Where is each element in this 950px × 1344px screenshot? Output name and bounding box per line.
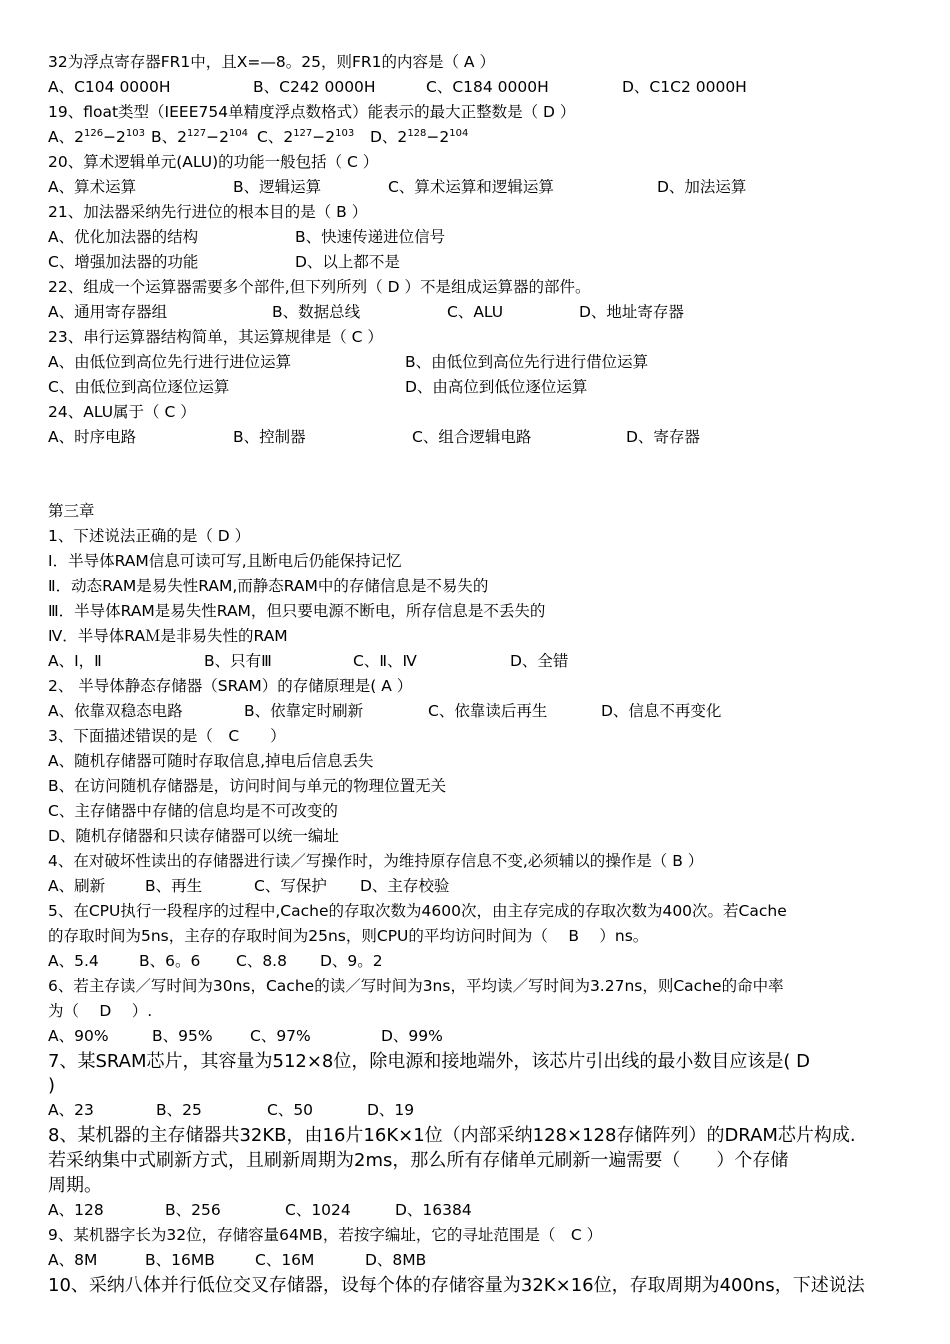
statement-4: Ⅳ．半导体RAＭ是非易失性的RAM <box>48 627 288 645</box>
ch3-question-7-stem-line2: ) <box>48 1075 56 1096</box>
ch3-question-7-stem-line1: 7、某SRAM芯片，其容量为512×8位，除电源和接地端外，该芯片引出线的最小数目应该是( D <box>48 1051 810 1072</box>
question-24-options <box>48 425 912 450</box>
option-c: C、写保护 <box>254 877 327 895</box>
question-21-stem: 21、加法器采纳先行进位的根本目的是（ B ） <box>48 203 368 221</box>
ch3-question-6-options <box>48 1024 912 1049</box>
option-b: B、由低位到高位先行进行借位运算 <box>405 353 649 371</box>
option-a: A、刷新 <box>48 877 106 895</box>
option-a: A、算术运算 <box>48 178 137 196</box>
question-21-options-row1 <box>48 225 912 250</box>
option-a: A、由低位到高位先行进行进位运算 <box>48 353 292 371</box>
option-b: B、$2^{127}-2^{104}$ <box>151 128 249 146</box>
option-c: C、50 <box>267 1101 314 1119</box>
option-c: C、增强加法器的功能 <box>48 253 199 271</box>
option-c: C、C184 0000H <box>426 78 549 96</box>
ch3-question-5-options <box>48 949 912 974</box>
ch3-question-9-options <box>48 1248 912 1273</box>
option-c: C、16M <box>255 1251 315 1269</box>
option-d: D、99% <box>381 1027 443 1045</box>
question-22-options <box>48 300 912 325</box>
statement-2: Ⅱ．动态RAM是易失性RAM,而静态RAM中的存储信息是不易失的 <box>48 577 489 595</box>
ch3-question-8-stem-line2: 若采纳集中式刷新方式，且刷新周期为2ms，那么所有存储单元刷新一遍需要（ ）个存储 <box>48 1150 789 1171</box>
ch3-question-1-options <box>48 649 912 674</box>
option-a: A、23 <box>48 1101 94 1119</box>
option-d: D、C1C2 0000H <box>622 78 747 96</box>
ch3-question-5-stem-line2: 的存取时间为5ns，主存的存取时间为25ns，则CPU的平均访问时间为（ B ）ns。 <box>48 927 649 945</box>
option-a: A、90% <box>48 1027 109 1045</box>
option-d: D、由高位到低位逐位运算 <box>405 378 588 396</box>
question-24-stem: 24、ALU属于（ C ） <box>48 403 196 421</box>
option-c: C、主存储器中存储的信息均是不可改变的 <box>48 802 338 820</box>
option-b: B、6。6 <box>139 952 201 970</box>
statement-3: Ⅲ．半导体RAM是易失性RAM，但只要电源不断电，所存信息是不丢失的 <box>48 602 546 620</box>
option-c: C、8.8 <box>236 952 287 970</box>
option-d: D、主存校验 <box>360 877 450 895</box>
option-d: D、以上都不是 <box>295 253 400 271</box>
option-d: D、19 <box>367 1101 415 1119</box>
option-b: B、C242 0000H <box>253 78 376 96</box>
option-d: D、$2^{128}-2^{104}$ <box>370 128 469 146</box>
option-c: C、组合逻辑电路 <box>412 428 532 446</box>
ch3-question-7-options <box>48 1098 912 1123</box>
option-c: C、依靠读后再生 <box>428 702 548 720</box>
question-22-stem: 22、组成一个运算器需要多个部件,但下列所列（ D ）不是组成运算器的部件。 <box>48 278 591 296</box>
option-b: B、256 <box>165 1201 221 1219</box>
option-a: A、Ⅰ，Ⅱ <box>48 652 102 670</box>
ch3-question-6-stem-line2: 为（ D ）. <box>48 1002 153 1020</box>
option-b: B、在访问随机存储器是，访问时间与单元的物理位置无关 <box>48 777 447 795</box>
question-21-options-row2 <box>48 250 912 275</box>
question-19-options <box>48 125 912 150</box>
question-20-options <box>48 175 912 200</box>
option-b: B、只有Ⅲ <box>204 652 272 670</box>
option-b: B、控制器 <box>233 428 306 446</box>
option-a: A、C104 0000H <box>48 78 171 96</box>
ch3-question-8-stem-line3: 周期。 <box>48 1175 102 1196</box>
ch3-question-2-stem: 2、 半导体静态存储器（SRAM）的存储原理是( A ） <box>48 677 413 695</box>
ch3-question-3-stem: 3、下面描述错误的是（ C ） <box>48 727 286 745</box>
option-a: A、5.4 <box>48 952 99 970</box>
option-d: D、全错 <box>510 652 569 670</box>
option-d: D、寄存器 <box>626 428 700 446</box>
option-d: D、8MB <box>365 1251 427 1269</box>
option-d: D、9。2 <box>320 952 383 970</box>
option-a: A、依靠双稳态电路 <box>48 702 183 720</box>
ch3-question-1-stem: 1、下述说法正确的是（ D ） <box>48 527 251 545</box>
ch3-question-10-stem-line1: 10、采纳八体并行低位交叉存储器，设每个体的存储容量为32K×16位，存取周期为400ns，下述说法 <box>48 1275 865 1296</box>
option-d: D、地址寄存器 <box>579 303 684 321</box>
ch3-question-4-options <box>48 874 912 899</box>
statement-1: Ⅰ．半导体RAM信息可读可写,且断电后仍能保持记忆 <box>48 552 402 570</box>
option-b: B、数据总线 <box>272 303 361 321</box>
option-c: C、算术运算和逻辑运算 <box>388 178 554 196</box>
option-c: C、1024 <box>285 1201 351 1219</box>
question-20-stem: 20、算术逻辑单元(ALU)的功能一般包括（ C ） <box>48 153 379 171</box>
option-a: A、时序电路 <box>48 428 137 446</box>
question-23-stem: 23、串行运算器结构简单，其运算规律是（ C ） <box>48 328 383 346</box>
question-32-options <box>48 75 912 100</box>
question-32-stem: 32为浮点寄存器FR1中，且X=—8。25，则FR1的内容是（ A ） <box>48 53 495 71</box>
option-b: B、逻辑运算 <box>233 178 322 196</box>
option-b: B、依靠定时刷新 <box>244 702 364 720</box>
option-a: A、128 <box>48 1201 104 1219</box>
option-d: D、16384 <box>395 1201 472 1219</box>
question-19-stem: 19、float类型（IEEE754单精度浮点数格式）能表示的最大正整数是（ D ） <box>48 103 576 121</box>
option-a: A、优化加法器的结构 <box>48 228 199 246</box>
ch3-question-6-stem-line1: 6、若主存读／写时间为30ns，Cache的读／写时间为3ns，平均读／写时间为3.27ns，则Cache的命中率 <box>48 977 784 995</box>
option-c: C、Ⅱ、Ⅳ <box>353 652 417 670</box>
ch3-question-5-stem-line1: 5、在CPU执行一段程序的过程中,Cache的存取次数为4600次，由主存完成的存取次数为400次。若Cache <box>48 902 787 920</box>
option-a: A、$2^{126}-2^{103}$ <box>48 128 146 146</box>
option-c: C、由低位到高位逐位运算 <box>48 378 230 396</box>
option-b: B、95% <box>152 1027 213 1045</box>
ch3-question-4-stem: 4、在对破坏性读出的存储器进行读／写操作时，为维持原存信息不变,必须辅以的操作是（ B ） <box>48 852 704 870</box>
ch3-question-8-stem-line1: 8、某机器的主存储器共32KB，由16片16K×1位（内部采纳128×128存储阵列）的DRAM芯片构成. <box>48 1125 856 1146</box>
ch3-question-9-stem: 9、某机器字长为32位，存储容量64MB，若按字编址，它的寻址范围是（ C ） <box>48 1226 603 1244</box>
ch3-question-8-options <box>48 1198 912 1223</box>
chapter-heading: 第三章 <box>48 502 95 520</box>
option-a: A、随机存储器可随时存取信息,掉电后信息丢失 <box>48 752 374 770</box>
option-d: D、加法运算 <box>657 178 747 196</box>
option-d: D、信息不再变化 <box>601 702 722 720</box>
option-b: B、25 <box>156 1101 202 1119</box>
option-c: C、97% <box>250 1027 311 1045</box>
option-d: D、随机存储器和只读存储器可以统一编址 <box>48 827 339 845</box>
option-c: C、$2^{127}-2^{103}$ <box>257 128 355 146</box>
question-23-options-row1 <box>48 350 912 375</box>
ch3-question-2-options <box>48 699 912 724</box>
option-a: A、8M <box>48 1251 98 1269</box>
option-a: A、通用寄存器组 <box>48 303 168 321</box>
option-c: C、ALU <box>447 303 504 321</box>
option-b: B、16MB <box>145 1251 215 1269</box>
question-23-options-row2 <box>48 375 912 400</box>
option-b: B、再生 <box>145 877 203 895</box>
option-b: B、快速传递进位信号 <box>295 228 446 246</box>
